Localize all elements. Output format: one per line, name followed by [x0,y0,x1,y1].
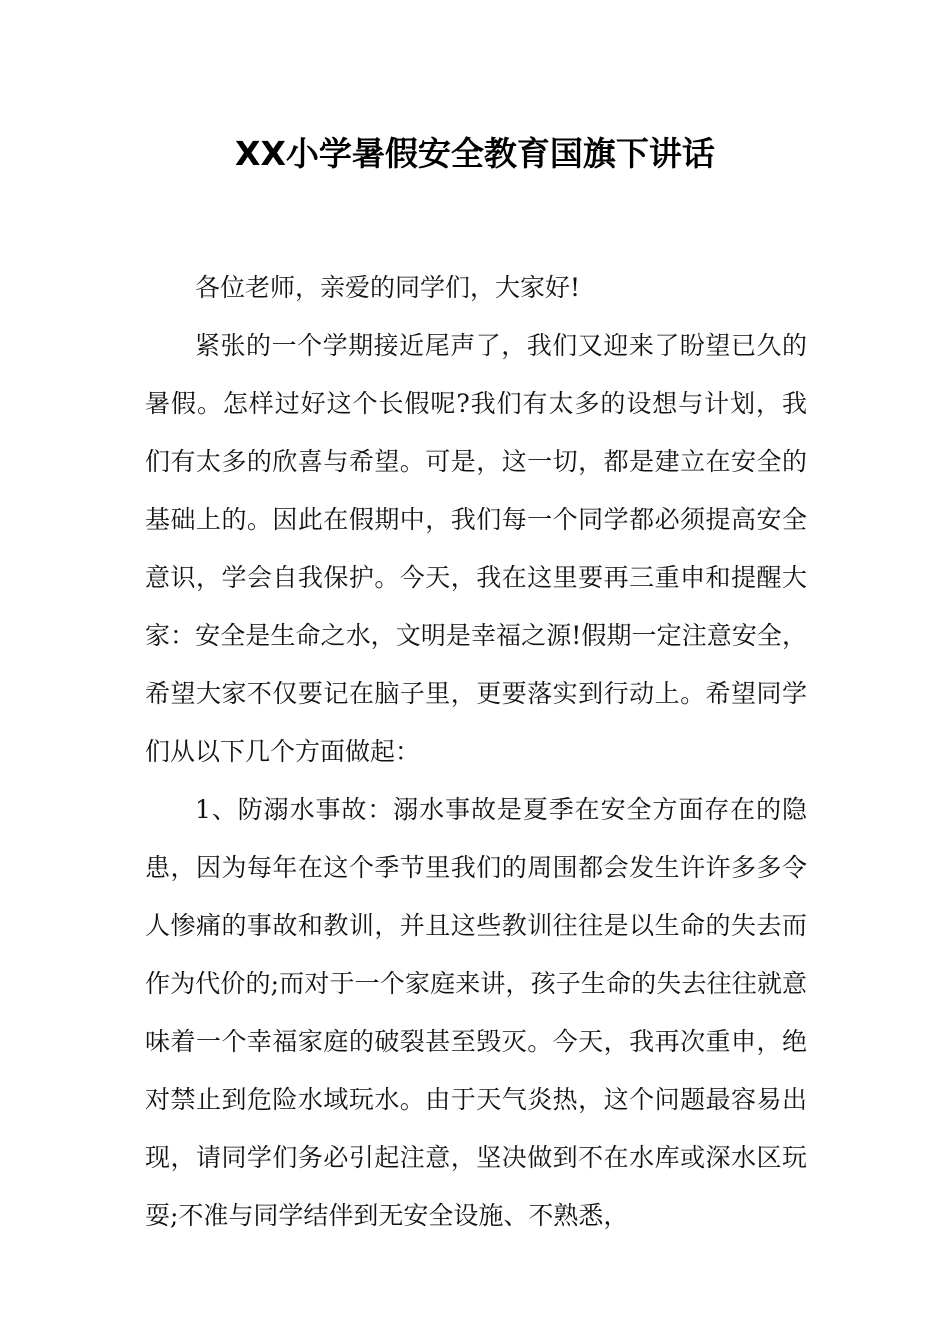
paragraph-drowning-prevention: 1、防溺水事故：溺水事故是夏季在安全方面存在的隐患，因为每年在这个季节里我们的周围都会发生许许多多令人惨痛的事故和教训，并且这些教训往往是以生命的失去而作为代价的;而对于一个家庭来讲，孩子生命的失去往往就意味着一个幸福家庭的破裂甚至毁灭。今天，我再次重申，绝对禁止到危险水域玩水。由于天气炎热，这个问题最容易出现，请同学们务必引起注意，坚决做到不在水库或深水区玩耍;不准与同学结伴到无安全设施、不熟悉， [145,795,807,1230]
paragraph-greeting: 各位老师，亲爱的同学们，大家好! [195,273,581,302]
paragraph-intro: 紧张的一个学期接近尾声了，我们又迎来了盼望已久的暑假。怎样过好这个长假呢?我们有太多的设想与计划，我们有太多的欣喜与希望。可是，这一切，都是建立在安全的基础上的。因此在假期中，我们每一个同学都必须提高安全意识，学会自我保护。今天，我在这里要再三重申和提醒大家：安全是生命之水，文明是幸福之源!假期一定注意安全，希望大家不仅要记在脑子里，更要落实到行动上。希望同学们从以下几个方面做起： [145,331,807,766]
document-body [145,259,807,1245]
document-title: XX小学暑假安全教育国旗下讲话 [235,134,715,173]
